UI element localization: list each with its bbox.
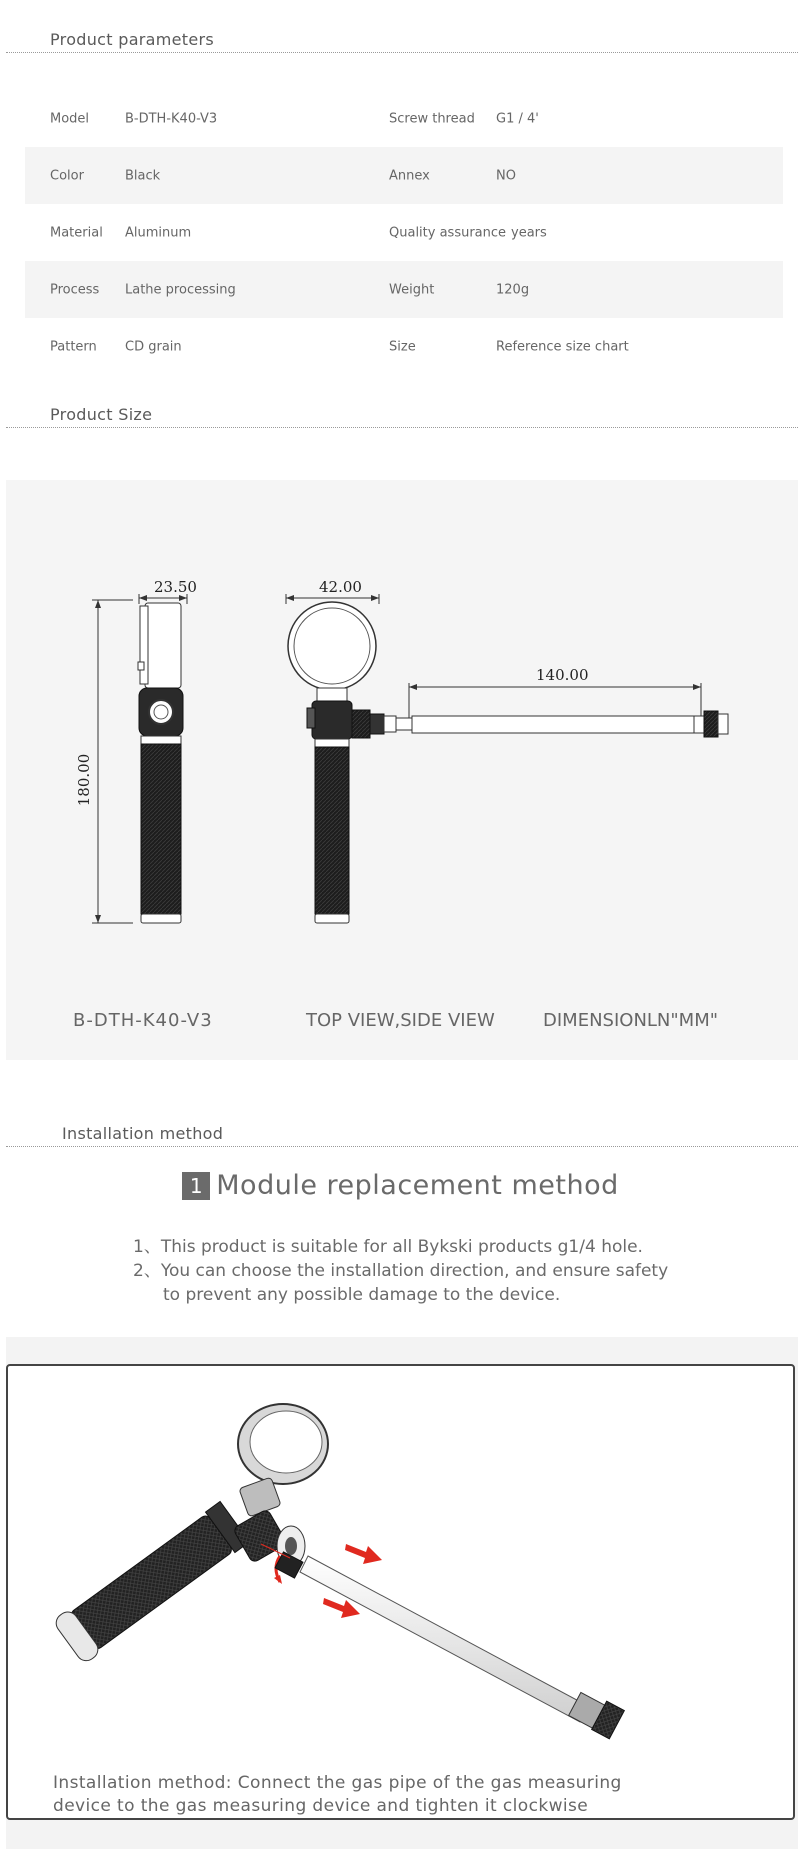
param-value: 120g [496, 282, 530, 297]
param-value: Reference size chart [496, 339, 629, 354]
installation-illustration [8, 1366, 793, 1818]
caption-line: Installation method: Connect the gas pipe of the gas measuring [53, 1773, 622, 1793]
dimension-width-label: 23.50 [154, 578, 197, 596]
caption-views: TOP VIEW,SIDE VIEW [306, 1010, 495, 1031]
front-view-drawing [288, 602, 728, 923]
param-label: Annex [389, 168, 430, 183]
param-value: CD grain [125, 339, 182, 354]
side-view-drawing [138, 603, 183, 923]
param-value: Aluminum [125, 225, 192, 240]
param-label: Quality assurance [389, 225, 507, 240]
param-value: G1 / 4' [496, 111, 539, 126]
param-value: B-DTH-K40-V3 [125, 111, 218, 126]
section-header-parameters [6, 20, 798, 53]
parameter-table [25, 90, 783, 375]
param-value: NO [496, 168, 516, 183]
caption-unit: DIMENSIONLN"MM" [543, 1010, 719, 1031]
section-title: Product Size [50, 405, 153, 424]
section-title: Product parameters [50, 30, 215, 49]
param-value: years [511, 225, 547, 240]
param-value: Black [125, 168, 161, 183]
step-text: 1、This product is suitable for all Bykski products g1/4 hole. [133, 1237, 643, 1257]
section-header-installation [6, 1115, 798, 1147]
dimension-height-label: 180.00 [75, 753, 93, 807]
param-label: Model [50, 111, 90, 126]
param-label: Size [389, 339, 416, 354]
installation-title [0, 1170, 801, 1201]
gauge-head [233, 1404, 328, 1566]
section-title: Installation method [62, 1124, 224, 1143]
caption-model: B-DTH-K40-V3 [73, 1010, 213, 1031]
table-row [25, 90, 783, 147]
method-title: Module replacement method [216, 1170, 619, 1201]
param-label: Pattern [50, 339, 97, 354]
installation-image-frame [6, 1364, 795, 1820]
dimension-diameter-label: 42.00 [319, 578, 362, 596]
gauge-handle [52, 1500, 250, 1665]
table-row [25, 204, 783, 261]
param-label: Color [50, 168, 84, 183]
param-label: Process [50, 282, 100, 297]
dimension-drawing [6, 480, 798, 1060]
step-text: 2、You can choose the installation direction, and ensure safety [133, 1261, 669, 1281]
section-header-size [6, 395, 798, 428]
table-row [25, 147, 783, 204]
step-text: to prevent any possible damage to the device. [163, 1285, 561, 1305]
dimension-length-label: 140.00 [536, 666, 589, 684]
installation-caption [53, 1772, 622, 1818]
param-value: Lathe processing [125, 282, 236, 297]
installation-steps [133, 1235, 668, 1307]
table-row [25, 261, 783, 318]
param-label: Screw thread [389, 111, 475, 126]
size-chart-panel [6, 480, 798, 1060]
gas-pipe [275, 1552, 624, 1739]
table-row [25, 318, 783, 375]
step-number-badge: 1 [182, 1172, 210, 1200]
param-label: Material [50, 225, 103, 240]
caption-line: device to the gas measuring device and tighten it clockwise [53, 1796, 589, 1816]
param-label: Weight [389, 282, 435, 297]
